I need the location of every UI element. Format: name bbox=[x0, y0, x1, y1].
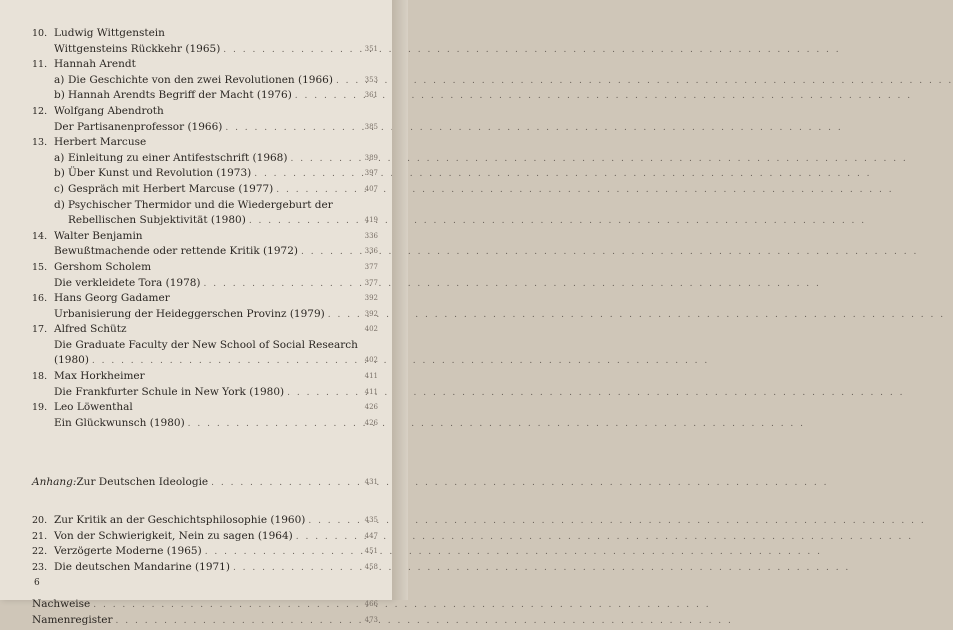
toc-entry bbox=[32, 104, 352, 120]
work-title: Von der Schwierigkeit, Nein zu sagen (1964) bbox=[54, 529, 293, 542]
entry-number: 12. bbox=[32, 105, 48, 117]
toc-entry bbox=[32, 198, 352, 214]
work-title: (1980) bbox=[54, 354, 89, 367]
toc-entry bbox=[32, 42, 378, 58]
toc-entry bbox=[32, 416, 378, 432]
page-ref: 336 bbox=[364, 231, 378, 240]
page-ref: 466 bbox=[364, 600, 378, 609]
entry-number: 19. bbox=[32, 402, 48, 414]
sub-letter: d) bbox=[54, 198, 65, 211]
toc-entry bbox=[32, 276, 378, 292]
leader-dots bbox=[205, 545, 822, 561]
work-title: Zur Kritik an der Geschichtsphilosophie (1960) bbox=[54, 514, 306, 527]
toc-entry bbox=[32, 88, 378, 104]
author-name: Max Horkheimer bbox=[54, 370, 145, 383]
page-ref: 426 bbox=[364, 418, 378, 427]
work-title: Die verkleidete Tora (1978) bbox=[54, 276, 201, 289]
page-ref: 435 bbox=[364, 516, 378, 525]
appendix-entry bbox=[32, 513, 378, 529]
back-title: Namenregister bbox=[32, 614, 113, 626]
page-ref: 385 bbox=[364, 122, 378, 131]
sub-letter: b) bbox=[54, 89, 65, 102]
appendix-label: Anhang: bbox=[32, 476, 77, 489]
page-ref: 377 bbox=[364, 278, 378, 287]
page-ref: 419 bbox=[364, 216, 378, 225]
toc-entry bbox=[32, 73, 378, 89]
author-name: Walter Benjamin bbox=[54, 229, 143, 242]
appendix-title: Zur Deutschen Ideologie bbox=[76, 476, 209, 489]
entry-number: 14. bbox=[32, 230, 48, 242]
work-title: Der Partisanenprofessor (1966) bbox=[54, 120, 223, 133]
toc-entry bbox=[32, 182, 378, 198]
leader-dots bbox=[295, 89, 912, 105]
leader-dots bbox=[116, 614, 733, 630]
toc-entry bbox=[32, 291, 378, 307]
sub-letter: a) bbox=[54, 73, 65, 86]
work-title: Die deutschen Mandarine (1971) bbox=[54, 560, 230, 573]
leader-dots bbox=[233, 561, 850, 577]
work-title: Gespräch mit Herbert Marcuse (1977) bbox=[68, 182, 274, 195]
author-name: Wolfgang Abendroth bbox=[54, 104, 164, 117]
spacer bbox=[32, 575, 352, 597]
toc-entry bbox=[32, 166, 378, 182]
entry-number: 13. bbox=[32, 137, 48, 149]
work-title: Wittgensteins Rückkehr (1965) bbox=[54, 42, 221, 55]
work-title: Die Frankfurter Schule in New York (1980) bbox=[54, 385, 285, 398]
entry-number: 17. bbox=[32, 324, 48, 336]
page-ref: 402 bbox=[364, 325, 378, 334]
appendix-heading bbox=[32, 475, 378, 491]
page-ref: 361 bbox=[364, 91, 378, 100]
back-matter-entry bbox=[32, 597, 378, 613]
page-ref: 392 bbox=[364, 309, 378, 318]
leader-dots bbox=[328, 308, 945, 324]
work-title: Bewußtmachende oder rettende Kritik (1972) bbox=[54, 245, 298, 258]
page-ref: 431 bbox=[364, 478, 378, 487]
entry-number: 18. bbox=[32, 371, 48, 383]
page-ref: 377 bbox=[364, 262, 378, 271]
leader-dots bbox=[93, 598, 710, 614]
toc-entry bbox=[32, 369, 378, 385]
leader-dots bbox=[188, 417, 805, 433]
leader-dots bbox=[249, 214, 866, 230]
work-title: Psychischer Thermidor und die Wiedergeburt der bbox=[68, 198, 333, 211]
book-page bbox=[0, 0, 392, 626]
appendix-entry bbox=[32, 529, 378, 545]
leader-dots bbox=[225, 121, 842, 137]
work-title: Ein Glückwunsch (1980) bbox=[54, 416, 185, 429]
spacer bbox=[32, 453, 352, 475]
spacer bbox=[32, 491, 352, 513]
sub-letter: a) bbox=[54, 151, 65, 164]
author-name: Herbert Marcuse bbox=[54, 136, 147, 149]
entry-number: 16. bbox=[32, 293, 48, 305]
page-ref: 407 bbox=[364, 184, 378, 193]
work-title: Über Kunst und Revolution (1973) bbox=[68, 167, 252, 180]
work-title: Rebellischen Subjektivität (1980) bbox=[68, 214, 246, 227]
page-ref: 389 bbox=[364, 153, 378, 162]
page-ref: 451 bbox=[364, 547, 378, 556]
appendix-entry bbox=[32, 560, 378, 576]
page-ref: 392 bbox=[364, 294, 378, 303]
author-name: Leo Löwenthal bbox=[54, 401, 133, 414]
back-title: Nachweise bbox=[32, 598, 91, 611]
page-number: 6 bbox=[34, 578, 40, 588]
toc-entry bbox=[32, 322, 378, 338]
toc-entry bbox=[32, 120, 378, 136]
work-title: Die Graduate Faculty der New School of Social Research bbox=[54, 338, 358, 351]
toc-entry bbox=[32, 57, 352, 73]
leader-dots bbox=[290, 152, 907, 168]
toc-entry bbox=[32, 260, 378, 276]
author-name: Alfred Schütz bbox=[54, 323, 127, 336]
page-ref: 411 bbox=[364, 387, 378, 396]
leader-dots bbox=[296, 530, 913, 546]
page-edge bbox=[392, 0, 408, 600]
page-ref: 473 bbox=[364, 616, 378, 624]
page-ref: 397 bbox=[364, 169, 378, 178]
work-title: Hannah Arendts Begriff der Macht (1976) bbox=[68, 89, 292, 102]
toc-entry bbox=[32, 307, 378, 323]
page-ref: 351 bbox=[364, 44, 378, 53]
toc-entry bbox=[32, 338, 358, 354]
work-title: Urbanisierung der Heideggerschen Provinz (1979) bbox=[54, 307, 325, 320]
leader-dots bbox=[204, 277, 821, 293]
leader-dots bbox=[336, 74, 953, 90]
entry-number: 11. bbox=[32, 59, 48, 71]
toc-entry bbox=[32, 213, 378, 229]
toc-entry bbox=[32, 400, 378, 416]
page-ref: 447 bbox=[364, 531, 378, 540]
table-of-contents bbox=[32, 26, 378, 629]
entry-number: 15. bbox=[32, 261, 48, 273]
author-name: Hans Georg Gadamer bbox=[54, 292, 170, 305]
entry-number: 22. bbox=[32, 546, 48, 558]
work-title: Verzögerte Moderne (1965) bbox=[54, 545, 202, 558]
entry-number: 21. bbox=[32, 530, 48, 542]
toc-entry bbox=[32, 151, 378, 167]
leader-dots bbox=[223, 43, 840, 59]
appendix-entry bbox=[32, 544, 378, 560]
toc-entry bbox=[32, 353, 378, 369]
back-matter-entry bbox=[32, 613, 378, 629]
entry-number: 23. bbox=[32, 561, 48, 573]
leader-dots bbox=[211, 476, 828, 492]
entry-number: 10. bbox=[32, 28, 48, 39]
sub-letter: c) bbox=[54, 182, 64, 195]
page-ref: 353 bbox=[364, 75, 378, 84]
author-name: Ludwig Wittgenstein bbox=[54, 27, 165, 39]
leader-dots bbox=[254, 167, 871, 183]
toc-entry bbox=[32, 244, 378, 260]
sub-letter: b) bbox=[54, 167, 65, 180]
toc-entry bbox=[32, 135, 352, 151]
author-name: Gershom Scholem bbox=[54, 260, 152, 273]
leader-dots bbox=[287, 386, 904, 402]
toc-entry bbox=[32, 26, 352, 42]
page-ref: 336 bbox=[364, 247, 378, 256]
work-title: Einleitung zu einer Antifestschrift (1968) bbox=[68, 151, 288, 164]
page-ref: 458 bbox=[364, 562, 378, 571]
entry-number: 20. bbox=[32, 515, 48, 527]
work-title: Die Geschichte von den zwei Revolutionen (1966) bbox=[68, 73, 333, 86]
page-ref: 411 bbox=[364, 372, 378, 381]
page-ref: 426 bbox=[364, 403, 378, 412]
toc-entry bbox=[32, 385, 378, 401]
page-ref: 402 bbox=[364, 356, 378, 365]
toc-entry bbox=[32, 229, 378, 245]
author-name: Hannah Arendt bbox=[54, 58, 136, 71]
spacer bbox=[32, 431, 352, 453]
